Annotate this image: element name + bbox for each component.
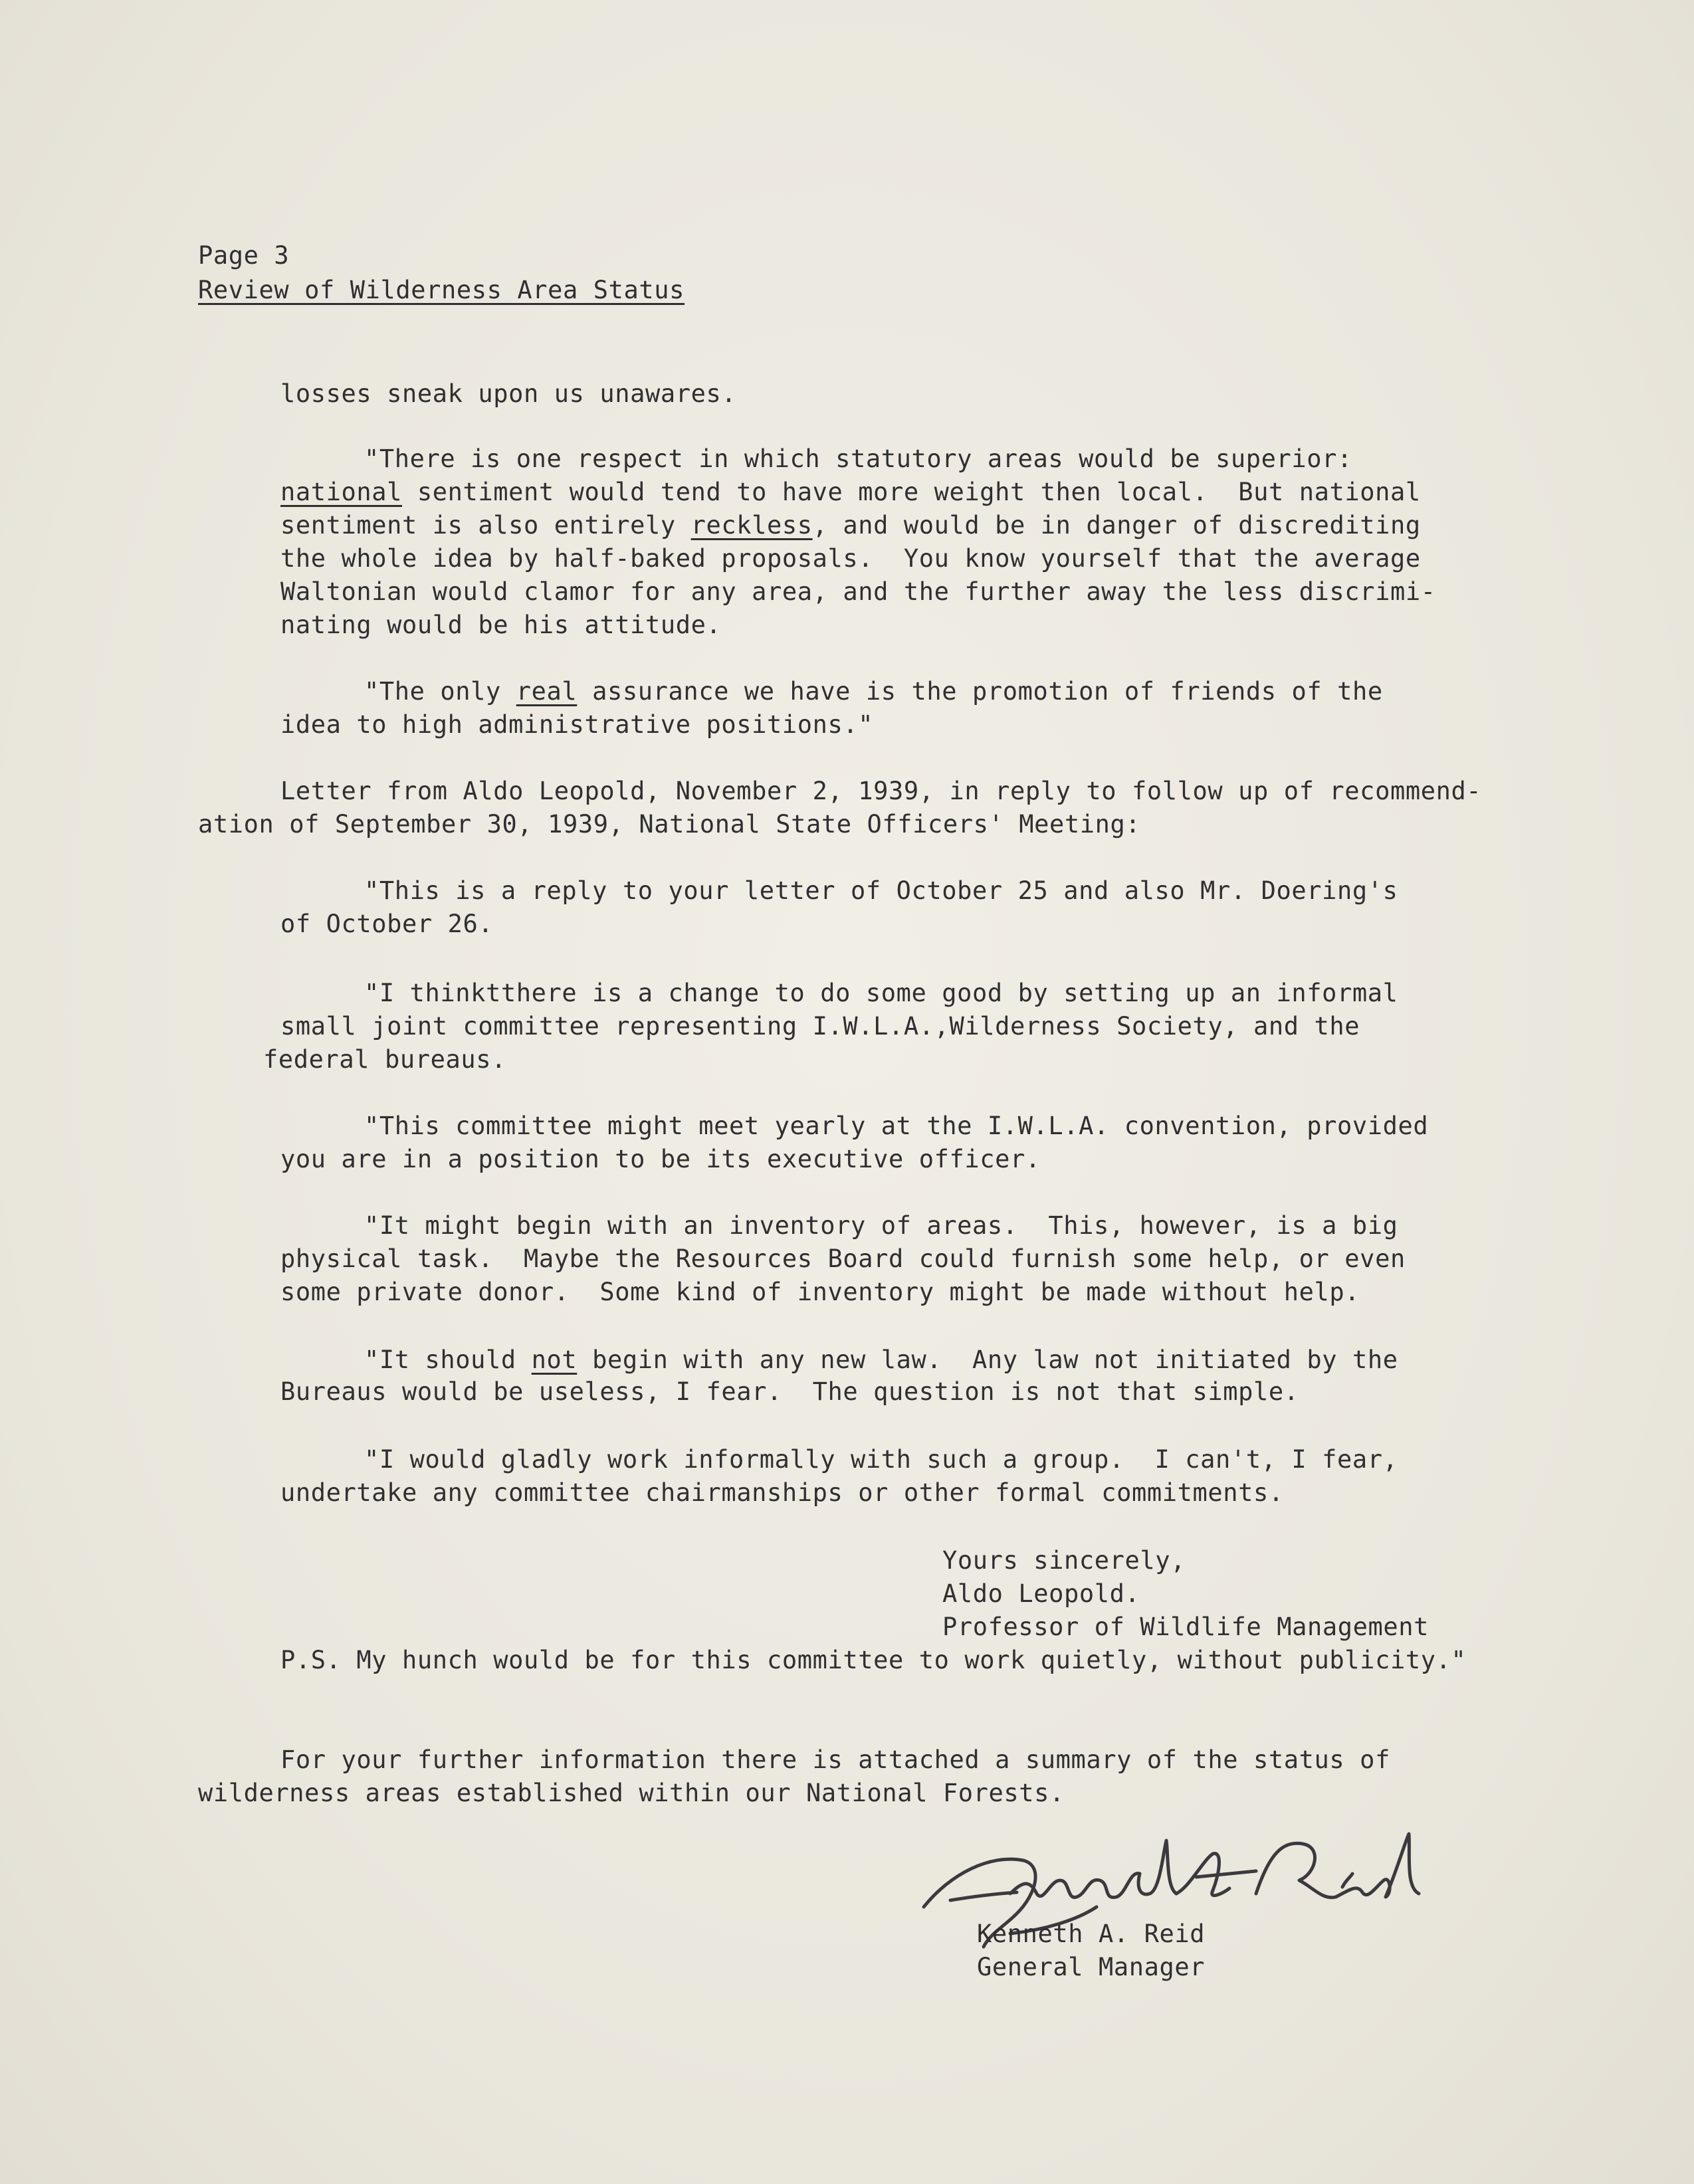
quote-line xyxy=(280,513,1421,538)
closing-title: Professor of Wildlife Management xyxy=(942,1613,1429,1641)
letter-line: federal bureaus. xyxy=(263,1045,507,1074)
continued-text: losses sneak upon us unawares. xyxy=(280,379,737,408)
letter-text: "It should xyxy=(364,1345,532,1374)
quote-line: the whole idea by half-baked proposals. You know yourself that the average xyxy=(280,544,1421,573)
letter-line: "I would gladly work informally with such a group. I can't, I fear, xyxy=(364,1445,1398,1474)
letter-line: Bureaus would be useless, I fear. The question is not that simple. xyxy=(280,1377,1299,1406)
letter-line: undertake any committee chairmanships or other formal commitments. xyxy=(280,1478,1284,1507)
document-subject: Review of Wilderness Area Status xyxy=(198,276,685,304)
closing-name: Aldo Leopold. xyxy=(942,1579,1140,1608)
quote-line xyxy=(364,679,1383,704)
letter-line: you are in a position to be its executive officer. xyxy=(280,1145,1041,1173)
intro-line: ation of September 30, 1939, National State Officers' Meeting: xyxy=(198,810,1141,839)
letter-line: "This is a reply to your letter of October 25 and also Mr. Doering's xyxy=(364,876,1398,905)
underlined-word: national xyxy=(280,478,403,506)
letter-line: physical task. Maybe the Resources Board could furnish some help, or even xyxy=(280,1244,1406,1273)
quote-line: nating would be his attitude. xyxy=(280,611,722,639)
underlined-word: not xyxy=(531,1345,578,1374)
letter-line: "It might begin with an inventory of areas. This, however, is a big xyxy=(364,1211,1398,1240)
quote-text: sentiment would tend to have more weight then local. But national xyxy=(402,478,1421,506)
letter-line: of October 26. xyxy=(280,910,494,938)
page-number: Page 3 xyxy=(198,241,290,270)
quote-line: idea to high administrative positions." xyxy=(280,710,874,739)
letter-line: some private donor. Some kind of inventory might be made without help. xyxy=(280,1278,1360,1306)
letter-line: small joint committee representing I.W.L.A.,Wilderness Society, and the xyxy=(280,1012,1360,1041)
footer-line: wilderness areas established within our National Forests. xyxy=(198,1779,1065,1807)
postscript: P.S. My hunch would be for this committee to work quietly, without publicity." xyxy=(280,1646,1467,1674)
quote-text: "The only xyxy=(364,677,516,706)
quote-text: , and would be in danger of discrediting xyxy=(812,511,1421,540)
intro-line: Letter from Aldo Leopold, November 2, 1939, in reply to follow up of recommend- xyxy=(280,777,1482,805)
quote-line: "There is one respect in which statutory areas would be superior: xyxy=(364,445,1352,473)
underlined-word: reckless xyxy=(690,511,813,540)
quote-line: Waltonian would clamor for any area, and the further away the less discrimi- xyxy=(280,577,1436,606)
signer-name: Kenneth A. Reid xyxy=(977,1920,1206,1948)
letter-line xyxy=(364,1347,1398,1372)
quote-line xyxy=(280,480,1421,504)
letter-line: "I thinktthere is a change to do some good by setting up an informal xyxy=(364,979,1398,1007)
underlined-word: real xyxy=(516,677,578,706)
signer-title: General Manager xyxy=(977,1953,1206,1981)
footer-line: For your further information there is attached a summary of the status of xyxy=(280,1745,1390,1774)
quote-text: assurance we have is the promotion of friends of the xyxy=(577,677,1383,706)
quote-text: sentiment is also entirely xyxy=(280,511,691,540)
closing-salutation: Yours sincerely, xyxy=(942,1546,1186,1575)
letter-text: begin with any new law. Any law not initiated by the xyxy=(577,1345,1398,1374)
letter-line: "This committee might meet yearly at the I.W.L.A. convention, provided xyxy=(364,1112,1429,1140)
